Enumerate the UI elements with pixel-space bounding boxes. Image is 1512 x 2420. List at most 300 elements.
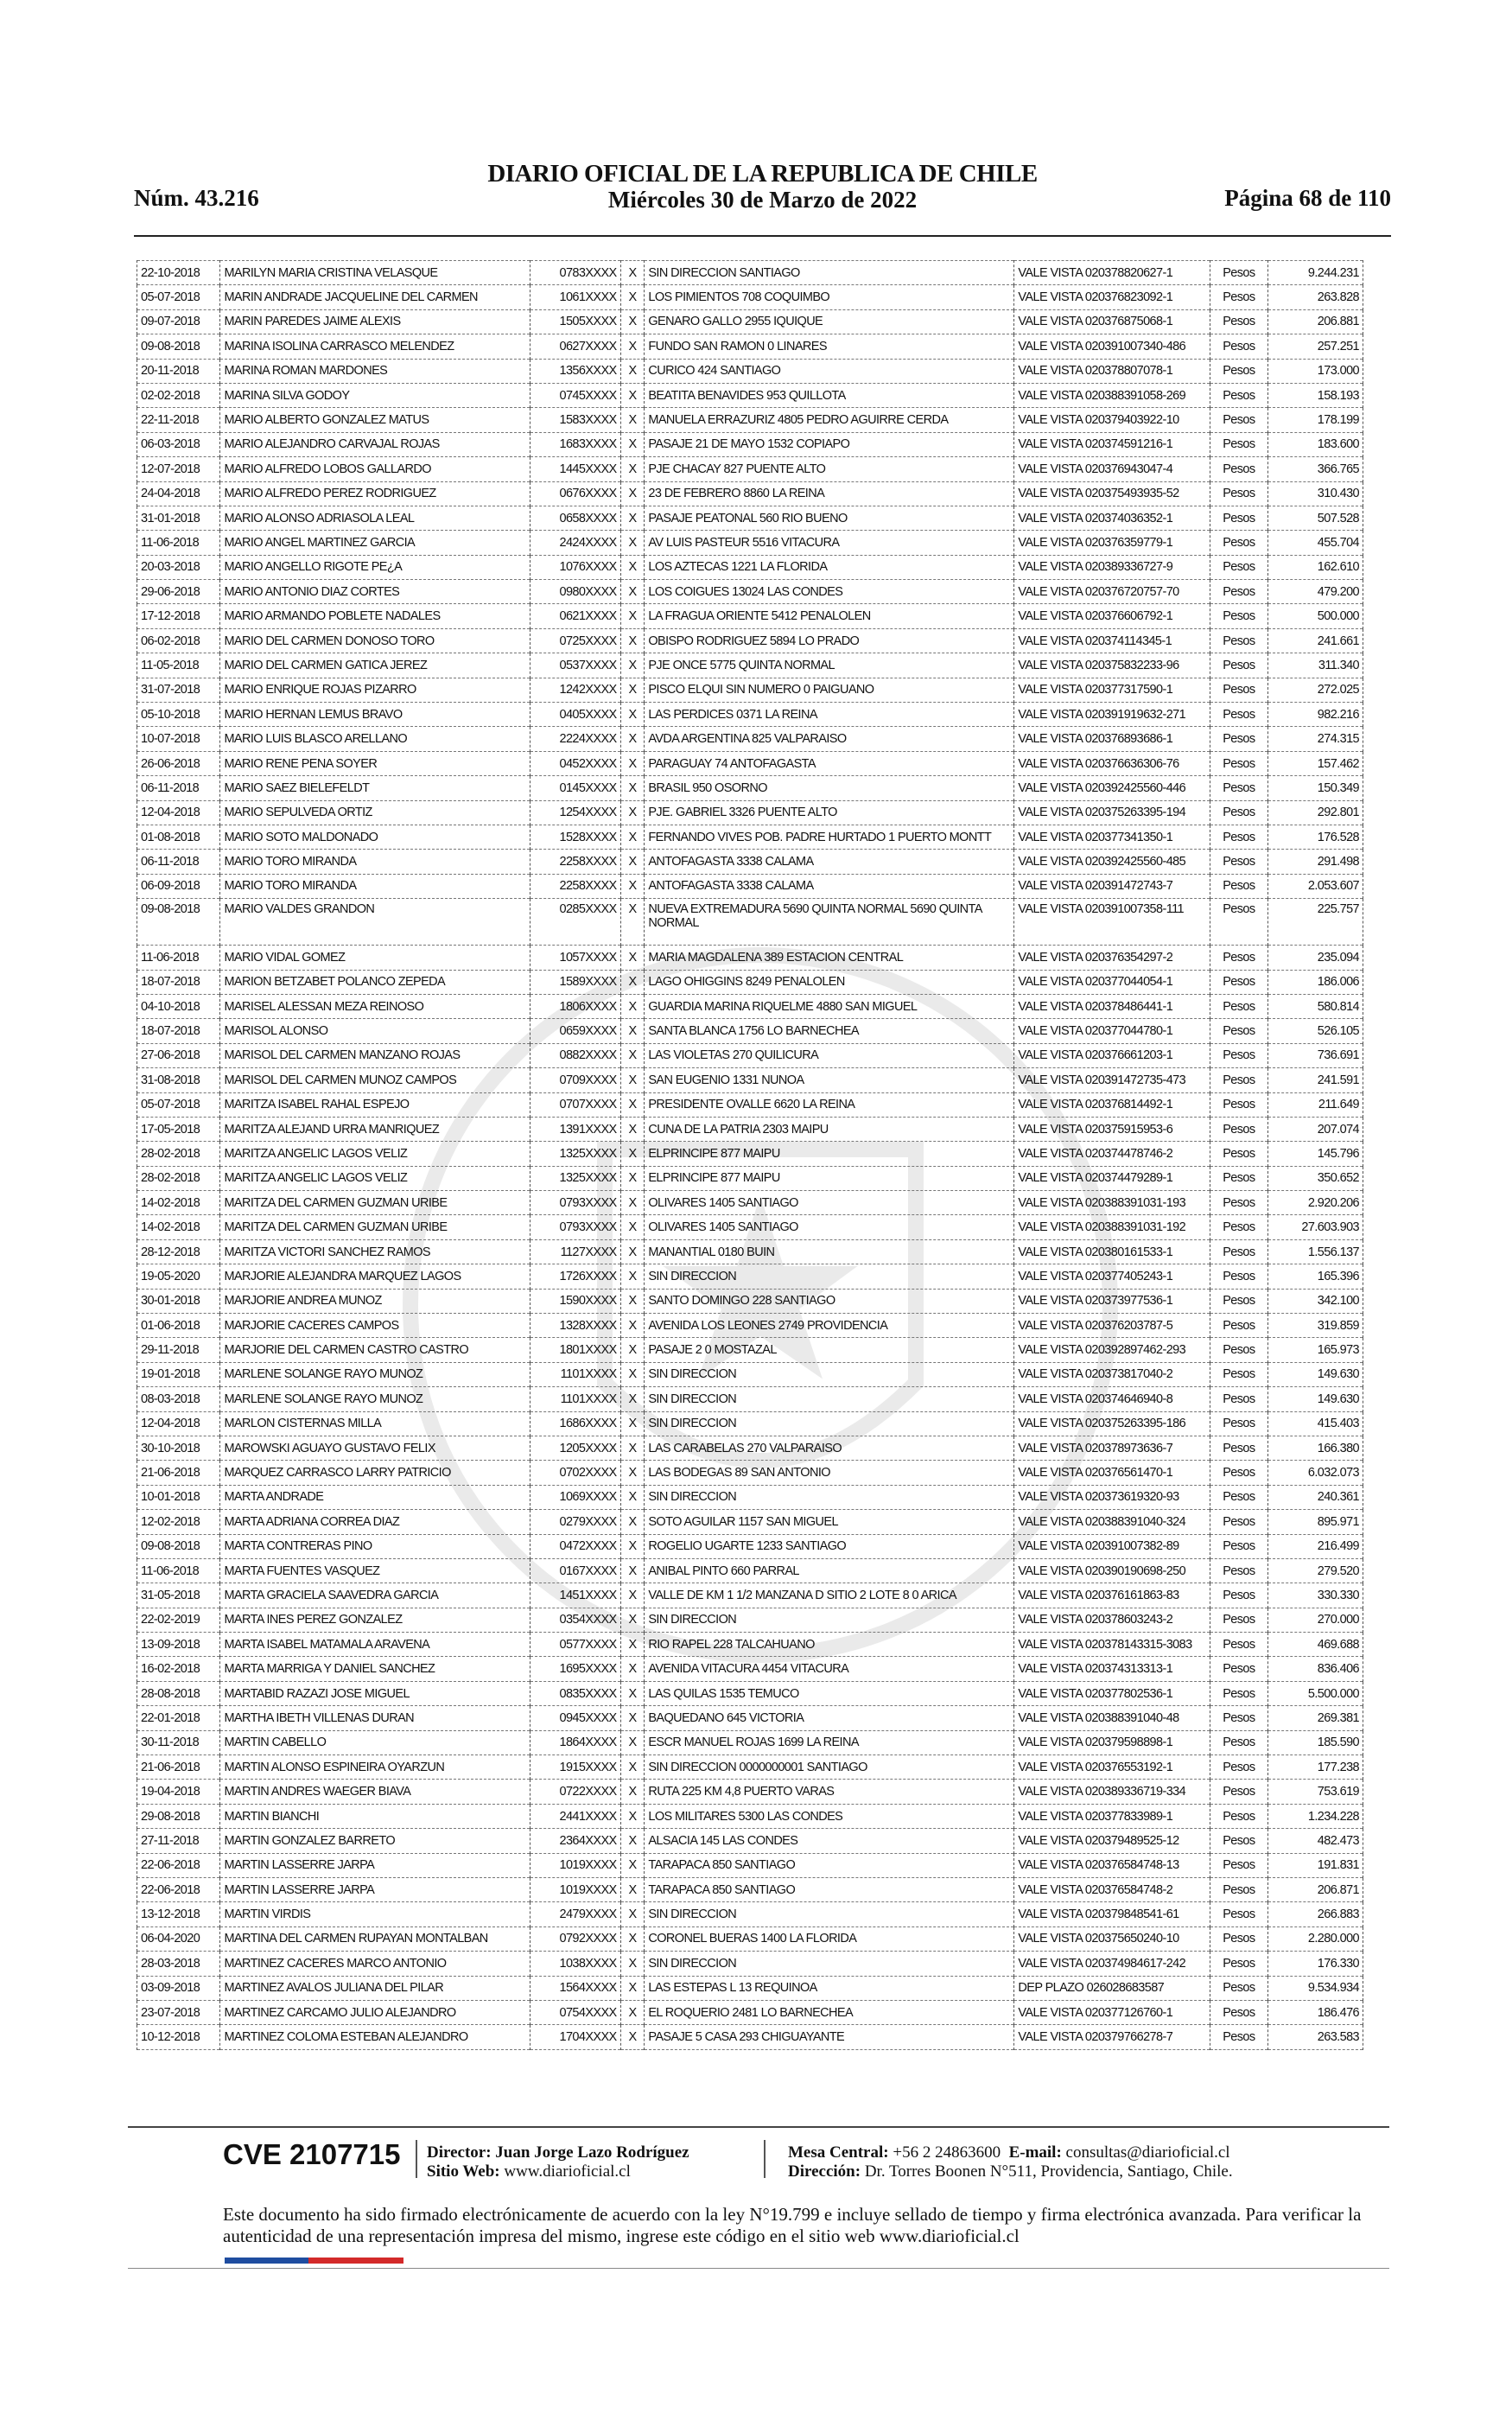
currency-cell: Pesos <box>1210 1387 1267 1411</box>
address-cell: LOS COIGUES 13024 LAS CONDES <box>645 580 1014 604</box>
email-link[interactable]: consultas@diarioficial.cl <box>1065 2143 1230 2162</box>
amount-cell: 272.025 <box>1267 678 1363 702</box>
rut-cell: 1915XXXX <box>530 1755 620 1780</box>
amount-cell: 149.630 <box>1267 1387 1363 1411</box>
table-row <box>137 359 1363 383</box>
date-cell: 31-07-2018 <box>137 678 220 702</box>
address-cell: LOS AZTECAS 1221 LA FLORIDA <box>645 555 1014 579</box>
mark-cell: X <box>620 1657 645 1681</box>
address-cell: ELPRINCIPE 877 MAIPU <box>645 1142 1014 1166</box>
address-cell: CORONEL BUERAS 1400 LA FLORIDA <box>645 1926 1014 1951</box>
mark-cell: X <box>620 1239 645 1264</box>
currency-cell: Pesos <box>1210 481 1267 506</box>
date-cell: 06-11-2018 <box>137 776 220 800</box>
mark-cell: X <box>620 850 645 874</box>
name-cell: MARITZA ANGELIC LAGOS VELIZ <box>220 1166 530 1190</box>
date-cell: 29-11-2018 <box>137 1338 220 1362</box>
mark-cell: X <box>620 1043 645 1067</box>
rut-cell: 0783XXXX <box>530 261 620 285</box>
amount-cell: 177.238 <box>1267 1755 1363 1780</box>
document-cell: VALE VISTA 020374646940-8 <box>1014 1387 1210 1411</box>
mark-cell: X <box>620 1829 645 1853</box>
cve-code: CVE 2107715 <box>223 2138 401 2170</box>
amount-cell: 269.381 <box>1267 1706 1363 1730</box>
amount-cell: 178.199 <box>1267 408 1363 432</box>
publication-title: DIARIO OFICIAL DE LA REPUBLICA DE CHILE <box>487 160 1038 188</box>
rut-cell: 2441XXXX <box>530 1804 620 1828</box>
rut-cell: 1038XXXX <box>530 1952 620 1976</box>
currency-cell: Pesos <box>1210 850 1267 874</box>
mark-cell: X <box>620 1730 645 1754</box>
address-cell: ESCR MANUEL ROJAS 1699 LA REINA <box>645 1730 1014 1754</box>
name-cell: MARITZA ISABEL RAHAL ESPEJO <box>220 1092 530 1117</box>
table-row <box>137 1952 1363 1976</box>
mark-cell: X <box>620 1387 645 1411</box>
mark-cell: X <box>620 1633 645 1657</box>
mark-cell: X <box>620 1878 645 1902</box>
rut-cell: 0725XXXX <box>530 628 620 653</box>
director-label: Director: <box>427 2143 492 2162</box>
table-row <box>137 1681 1363 1705</box>
currency-cell: Pesos <box>1210 1681 1267 1705</box>
document-cell: VALE VISTA 020376720757-70 <box>1014 580 1210 604</box>
amount-cell: 5.500.000 <box>1267 1681 1363 1705</box>
name-cell: MARTA CONTRERAS PINO <box>220 1534 530 1558</box>
address-cell: AVENIDA LOS LEONES 2749 PROVIDENCIA <box>645 1314 1014 1338</box>
mark-cell: X <box>620 1264 645 1289</box>
date-cell: 29-08-2018 <box>137 1804 220 1828</box>
document-cell: VALE VISTA 020376943047-4 <box>1014 457 1210 481</box>
table-row <box>137 1780 1363 1804</box>
address-cell: RUTA 225 KM 4,8 PUERTO VARAS <box>645 1780 1014 1804</box>
mark-cell: X <box>620 432 645 456</box>
name-cell: MARIO SAEZ BIELEFELDT <box>220 776 530 800</box>
date-cell: 19-05-2020 <box>137 1264 220 1289</box>
document-cell: VALE VISTA 020376584748-2 <box>1014 1878 1210 1902</box>
mark-cell: X <box>620 1485 645 1509</box>
rut-cell: 1254XXXX <box>530 800 620 825</box>
amount-cell: 206.881 <box>1267 309 1363 334</box>
table-row <box>137 408 1363 432</box>
currency-cell: Pesos <box>1210 1926 1267 1951</box>
mark-cell: X <box>620 1583 645 1608</box>
name-cell: MARTIN CABELLO <box>220 1730 530 1754</box>
address-cell: MANANTIAL 0180 BUIN <box>645 1239 1014 1264</box>
name-cell: MARQUEZ CARRASCO LARRY PATRICIO <box>220 1461 530 1485</box>
rut-cell: 1806XXXX <box>530 994 620 1018</box>
rut-cell: 0676XXXX <box>530 481 620 506</box>
table-row <box>137 727 1363 751</box>
currency-cell: Pesos <box>1210 703 1267 727</box>
document-cell: VALE VISTA 020379766278-7 <box>1014 2025 1210 2049</box>
issue-number: Núm. 43.216 <box>134 185 259 211</box>
document-cell: VALE VISTA 020388391031-192 <box>1014 1215 1210 1239</box>
name-cell: MARTIN LASSERRE JARPA <box>220 1853 530 1877</box>
mark-cell: X <box>620 1117 645 1141</box>
table-row <box>137 457 1363 481</box>
document-cell: VALE VISTA 020389336719-334 <box>1014 1780 1210 1804</box>
name-cell: MARILYN MARIA CRISTINA VELASQUE <box>220 261 530 285</box>
date-cell: 16-02-2018 <box>137 1657 220 1681</box>
mark-cell: X <box>620 2000 645 2024</box>
mark-cell: X <box>620 531 645 555</box>
mark-cell: X <box>620 1314 645 1338</box>
date-cell: 05-07-2018 <box>137 285 220 309</box>
mark-cell: X <box>620 970 645 994</box>
address-cell: LAS VIOLETAS 270 QUILICURA <box>645 1043 1014 1067</box>
address-cell: SANTA BLANCA 1756 LO BARNECHEA <box>645 1019 1014 1043</box>
document-cell: VALE VISTA 020378973636-7 <box>1014 1436 1210 1460</box>
document-cell: VALE VISTA 020392425560-485 <box>1014 850 1210 874</box>
name-cell: MARIO ANGEL MARTINEZ GARCIA <box>220 531 530 555</box>
document-cell: VALE VISTA 020388391040-324 <box>1014 1510 1210 1534</box>
currency-cell: Pesos <box>1210 580 1267 604</box>
address-cell: EL ROQUERIO 2481 LO BARNECHEA <box>645 2000 1014 2024</box>
amount-cell: 1.234.228 <box>1267 1804 1363 1828</box>
mark-cell: X <box>620 751 645 775</box>
amount-cell: 240.361 <box>1267 1485 1363 1509</box>
document-cell: VALE VISTA 020391007382-89 <box>1014 1534 1210 1558</box>
document-cell: VALE VISTA 020390190698-250 <box>1014 1558 1210 1583</box>
address-cell: CUNA DE LA PATRIA 2303 MAIPU <box>645 1117 1014 1141</box>
currency-cell: Pesos <box>1210 874 1267 898</box>
table-row <box>137 1043 1363 1067</box>
table-row <box>137 970 1363 994</box>
name-cell: MARIO ALFREDO LOBOS GALLARDO <box>220 457 530 481</box>
currency-cell: Pesos <box>1210 1338 1267 1362</box>
mark-cell: X <box>620 678 645 702</box>
date-cell: 28-12-2018 <box>137 1239 220 1264</box>
legal-notice: Este documento ha sido firmado electrónicamente de acuerdo con la ley N°19.799 e incluye sellado de tiempo y firma electrónica avanzada. Para verificar la autenticidad de una representación impresa del mismo, ingrese este código en el sitio web www.diarioficial.cl <box>223 2204 1362 2246</box>
name-cell: MARIN ANDRADE JACQUELINE DEL CARMEN <box>220 285 530 309</box>
document-cell: VALE VISTA 020376606792-1 <box>1014 604 1210 628</box>
mark-cell: X <box>620 994 645 1018</box>
rut-cell: 1328XXXX <box>530 1314 620 1338</box>
currency-cell: Pesos <box>1210 1853 1267 1877</box>
name-cell: MARION BETZABET POLANCO ZEPEDA <box>220 970 530 994</box>
table-row <box>137 1878 1363 1902</box>
rut-cell: 0577XXXX <box>530 1633 620 1657</box>
mesa-label: Mesa Central: <box>788 2143 889 2162</box>
date-cell: 01-06-2018 <box>137 1314 220 1338</box>
mark-cell: X <box>620 334 645 359</box>
currency-cell: Pesos <box>1210 678 1267 702</box>
date-cell: 22-11-2018 <box>137 408 220 432</box>
name-cell: MARIN PAREDES JAIME ALEXIS <box>220 309 530 334</box>
name-cell: MARIO ALBERTO GONZALEZ MATUS <box>220 408 530 432</box>
mark-cell: X <box>620 628 645 653</box>
currency-cell: Pesos <box>1210 1436 1267 1460</box>
currency-cell: Pesos <box>1210 1510 1267 1534</box>
document-cell: VALE VISTA 020388391058-269 <box>1014 383 1210 407</box>
address-cell: 23 DE FEBRERO 8860 LA REINA <box>645 481 1014 506</box>
name-cell: MARTA FUENTES VASQUEZ <box>220 1558 530 1583</box>
address-cell: TARAPACA 850 SANTIAGO <box>645 1853 1014 1877</box>
rut-cell: 1205XXXX <box>530 1436 620 1460</box>
rut-cell: 0405XXXX <box>530 703 620 727</box>
currency-cell: Pesos <box>1210 1215 1267 1239</box>
address-cell: SIN DIRECCION <box>645 1952 1014 1976</box>
name-cell: MARINA ISOLINA CARRASCO MELENDEZ <box>220 334 530 359</box>
rut-cell: 1101XXXX <box>530 1387 620 1411</box>
address-cell: PJE CHACAY 827 PUENTE ALTO <box>645 457 1014 481</box>
name-cell: MARIO SEPULVEDA ORTIZ <box>220 800 530 825</box>
name-cell: MARTINEZ CARCAMO JULIO ALEJANDRO <box>220 2000 530 2024</box>
date-cell: 11-06-2018 <box>137 946 220 970</box>
name-cell: MARTABID RAZAZI JOSE MIGUEL <box>220 1681 530 1705</box>
date-cell: 21-06-2018 <box>137 1755 220 1780</box>
mark-cell: X <box>620 1191 645 1215</box>
date-cell: 22-01-2018 <box>137 1706 220 1730</box>
table-row <box>137 1338 1363 1362</box>
mark-cell: X <box>620 408 645 432</box>
date-cell: 20-03-2018 <box>137 555 220 579</box>
amount-cell: 235.094 <box>1267 946 1363 970</box>
amount-cell: 366.765 <box>1267 457 1363 481</box>
currency-cell: Pesos <box>1210 334 1267 359</box>
table-row <box>137 1264 1363 1289</box>
name-cell: MARTA GRACIELA SAAVEDRA GARCIA <box>220 1583 530 1608</box>
date-cell: 18-07-2018 <box>137 1019 220 1043</box>
table-row <box>137 2025 1363 2049</box>
amount-cell: 266.883 <box>1267 1902 1363 1926</box>
date-cell: 09-08-2018 <box>137 334 220 359</box>
mark-cell: X <box>620 481 645 506</box>
mark-cell: X <box>620 1926 645 1951</box>
address-cell: CURICO 424 SANTIAGO <box>645 359 1014 383</box>
amount-cell: 1.556.137 <box>1267 1239 1363 1264</box>
document-cell: VALE VISTA 020376161863-83 <box>1014 1583 1210 1608</box>
mark-cell: X <box>620 457 645 481</box>
currency-cell: Pesos <box>1210 383 1267 407</box>
name-cell: MARTINEZ COLOMA ESTEBAN ALEJANDRO <box>220 2025 530 2049</box>
rut-cell: 0702XXXX <box>530 1461 620 1485</box>
currency-cell: Pesos <box>1210 1092 1267 1117</box>
address-cell: TARAPACA 850 SANTIAGO <box>645 1878 1014 1902</box>
currency-cell: Pesos <box>1210 1976 1267 2000</box>
rut-cell: 1683XXXX <box>530 432 620 456</box>
document-cell: VALE VISTA 020374313313-1 <box>1014 1657 1210 1681</box>
document-cell: VALE VISTA 020376814492-1 <box>1014 1092 1210 1117</box>
name-cell: MARIO RENE PENA SOYER <box>220 751 530 775</box>
currency-cell: Pesos <box>1210 555 1267 579</box>
document-cell: VALE VISTA 020376893686-1 <box>1014 727 1210 751</box>
date-cell: 01-08-2018 <box>137 825 220 849</box>
document-cell: VALE VISTA 020378486441-1 <box>1014 994 1210 1018</box>
amount-cell: 225.757 <box>1267 899 1363 946</box>
name-cell: MARISEL ALESSAN MEZA REINOSO <box>220 994 530 1018</box>
address-cell: LAS QUILAS 1535 TEMUCO <box>645 1681 1014 1705</box>
address-cell: PRESIDENTE OVALLE 6620 LA REINA <box>645 1092 1014 1117</box>
address-cell: LAS ESTEPAS L 13 REQUINOA <box>645 1976 1014 2000</box>
name-cell: MARISOL DEL CARMEN MANZANO ROJAS <box>220 1043 530 1067</box>
rut-cell: 0793XXXX <box>530 1191 620 1215</box>
table-row <box>137 1289 1363 1313</box>
rut-cell: 0285XXXX <box>530 899 620 946</box>
table-row <box>137 994 1363 1018</box>
address-cell: ALSACIA 145 LAS CONDES <box>645 1829 1014 1853</box>
address-cell: AVENIDA VITACURA 4454 VITACURA <box>645 1657 1014 1681</box>
currency-cell: Pesos <box>1210 1289 1267 1313</box>
currency-cell: Pesos <box>1210 727 1267 751</box>
document-cell: VALE VISTA 020375650240-10 <box>1014 1926 1210 1951</box>
date-cell: 28-03-2018 <box>137 1952 220 1976</box>
table-row <box>137 1510 1363 1534</box>
address-cell: PARAGUAY 74 ANTOFAGASTA <box>645 751 1014 775</box>
document-cell: VALE VISTA 020379598898-1 <box>1014 1730 1210 1754</box>
name-cell: MARTA ANDRADE <box>220 1485 530 1509</box>
amount-cell: 158.193 <box>1267 383 1363 407</box>
amount-cell: 291.498 <box>1267 850 1363 874</box>
table-row <box>137 1117 1363 1141</box>
currency-cell: Pesos <box>1210 1755 1267 1780</box>
amount-cell: 149.630 <box>1267 1362 1363 1386</box>
table-row <box>137 1926 1363 1951</box>
document-cell: VALE VISTA 020374984617-242 <box>1014 1952 1210 1976</box>
name-cell: MARIO ALFREDO PEREZ RODRIGUEZ <box>220 481 530 506</box>
table-row <box>137 1142 1363 1166</box>
document-cell: VALE VISTA 020391472743-7 <box>1014 874 1210 898</box>
bottom-divider <box>128 2268 1389 2269</box>
amount-cell: 279.520 <box>1267 1558 1363 1583</box>
document-cell: VALE VISTA 020378820627-1 <box>1014 261 1210 285</box>
table-row <box>137 1411 1363 1436</box>
address-cell: PJE. GABRIEL 3326 PUENTE ALTO <box>645 800 1014 825</box>
rut-cell: 1695XXXX <box>530 1657 620 1681</box>
currency-cell: Pesos <box>1210 1411 1267 1436</box>
table-row <box>137 1314 1363 1338</box>
date-cell: 09-07-2018 <box>137 309 220 334</box>
name-cell: MARIO VALDES GRANDON <box>220 899 530 946</box>
rut-cell: 0722XXXX <box>530 1780 620 1804</box>
mark-cell: X <box>620 506 645 530</box>
rut-cell: 0882XXXX <box>530 1043 620 1067</box>
date-cell: 06-09-2018 <box>137 874 220 898</box>
name-cell: MARIO TORO MIRANDA <box>220 850 530 874</box>
publication-date: Miércoles 30 de Marzo de 2022 <box>607 187 918 213</box>
mark-cell: X <box>620 1558 645 1583</box>
date-cell: 22-02-2019 <box>137 1608 220 1632</box>
rut-cell: 2258XXXX <box>530 850 620 874</box>
rut-cell: 1019XXXX <box>530 1853 620 1877</box>
name-cell: MARITZA DEL CARMEN GUZMAN URIBE <box>220 1215 530 1239</box>
rut-cell: 0658XXXX <box>530 506 620 530</box>
header-divider <box>134 235 1391 237</box>
name-cell: MARJORIE ALEJANDRA MARQUEZ LAGOS <box>220 1264 530 1289</box>
document-cell: VALE VISTA 020374591216-1 <box>1014 432 1210 456</box>
currency-cell: Pesos <box>1210 359 1267 383</box>
date-cell: 31-08-2018 <box>137 1068 220 1092</box>
address-cell: MANUELA ERRAZURIZ 4805 PEDRO AGUIRRE CERDA <box>645 408 1014 432</box>
name-cell: MARINA SILVA GODOY <box>220 383 530 407</box>
rut-cell: 1061XXXX <box>530 285 620 309</box>
address-cell: SIN DIRECCION <box>645 1411 1014 1436</box>
table-row <box>137 850 1363 874</box>
table-row <box>137 1436 1363 1460</box>
mark-cell: X <box>620 653 645 678</box>
date-cell: 22-10-2018 <box>137 261 220 285</box>
date-cell: 17-05-2018 <box>137 1117 220 1141</box>
address-cell: LAGO OHIGGINS 8249 PENALOLEN <box>645 970 1014 994</box>
amount-cell: 27.603.903 <box>1267 1215 1363 1239</box>
table-row <box>137 531 1363 555</box>
flag-stripe-red <box>308 2258 403 2264</box>
document-cell: VALE VISTA 020375263395-194 <box>1014 800 1210 825</box>
table-row <box>137 678 1363 702</box>
table-row <box>137 1068 1363 1092</box>
date-cell: 17-12-2018 <box>137 604 220 628</box>
rut-cell: 1583XXXX <box>530 408 620 432</box>
table-row <box>137 751 1363 775</box>
amount-cell: 2.053.607 <box>1267 874 1363 898</box>
address-cell: MARIA MAGDALENA 389 ESTACION CENTRAL <box>645 946 1014 970</box>
address-cell: OLIVARES 1405 SANTIAGO <box>645 1215 1014 1239</box>
name-cell: MARISOL DEL CARMEN MUNOZ CAMPOS <box>220 1068 530 1092</box>
date-cell: 04-10-2018 <box>137 994 220 1018</box>
amount-cell: 191.831 <box>1267 1853 1363 1877</box>
name-cell: MARLENE SOLANGE RAYO MUNOZ <box>220 1387 530 1411</box>
address-cell: BEATITA BENAVIDES 953 QUILLOTA <box>645 383 1014 407</box>
date-cell: 13-12-2018 <box>137 1902 220 1926</box>
mark-cell: X <box>620 1019 645 1043</box>
table-row <box>137 1633 1363 1657</box>
website-label: Sitio Web: <box>427 2162 500 2181</box>
rut-cell: 1019XXXX <box>530 1878 620 1902</box>
currency-cell: Pesos <box>1210 408 1267 432</box>
flag-stripe-blue <box>225 2258 308 2264</box>
date-cell: 21-06-2018 <box>137 1461 220 1485</box>
name-cell: MARTIN ALONSO ESPINEIRA OYARZUN <box>220 1755 530 1780</box>
amount-cell: 482.473 <box>1267 1829 1363 1853</box>
address-cell: RIO RAPEL 228 TALCAHUANO <box>645 1633 1014 1657</box>
currency-cell: Pesos <box>1210 604 1267 628</box>
address-cell: PASAJE 21 DE MAYO 1532 COPIAPO <box>645 432 1014 456</box>
date-cell: 11-06-2018 <box>137 1558 220 1583</box>
mark-cell: X <box>620 825 645 849</box>
table-row <box>137 580 1363 604</box>
currency-cell: Pesos <box>1210 946 1267 970</box>
date-cell: 26-06-2018 <box>137 751 220 775</box>
date-cell: 22-06-2018 <box>137 1878 220 1902</box>
table-row <box>137 1976 1363 2000</box>
table-row <box>137 703 1363 727</box>
mark-cell: X <box>620 1510 645 1534</box>
amount-cell: 183.600 <box>1267 432 1363 456</box>
amount-cell: 150.349 <box>1267 776 1363 800</box>
website-link[interactable]: www.diarioficial.cl <box>504 2162 631 2181</box>
address-cell: PASAJE 2 0 MOSTAZAL <box>645 1338 1014 1362</box>
name-cell: MARIO TORO MIRANDA <box>220 874 530 898</box>
mark-cell: X <box>620 776 645 800</box>
address-cell: PISCO ELQUI SIN NUMERO 0 PAIGUANO <box>645 678 1014 702</box>
currency-cell: Pesos <box>1210 1142 1267 1166</box>
amount-cell: 185.590 <box>1267 1730 1363 1754</box>
name-cell: MARTINEZ CACERES MARCO ANTONIO <box>220 1952 530 1976</box>
table-row <box>137 506 1363 530</box>
table-row <box>137 1362 1363 1386</box>
date-cell: 19-01-2018 <box>137 1362 220 1386</box>
name-cell: MARJORIE DEL CARMEN CASTRO CASTRO <box>220 1338 530 1362</box>
name-cell: MARIO ALONSO ADRIASOLA LEAL <box>220 506 530 530</box>
address-cell: AVDA ARGENTINA 825 VALPARAISO <box>645 727 1014 751</box>
rut-cell: 2224XXXX <box>530 727 620 751</box>
date-cell: 23-07-2018 <box>137 2000 220 2024</box>
date-cell: 05-10-2018 <box>137 703 220 727</box>
document-cell: VALE VISTA 020377126760-1 <box>1014 2000 1210 2024</box>
amount-cell: 162.610 <box>1267 555 1363 579</box>
name-cell: MARISOL ALONSO <box>220 1019 530 1043</box>
amount-cell: 176.528 <box>1267 825 1363 849</box>
